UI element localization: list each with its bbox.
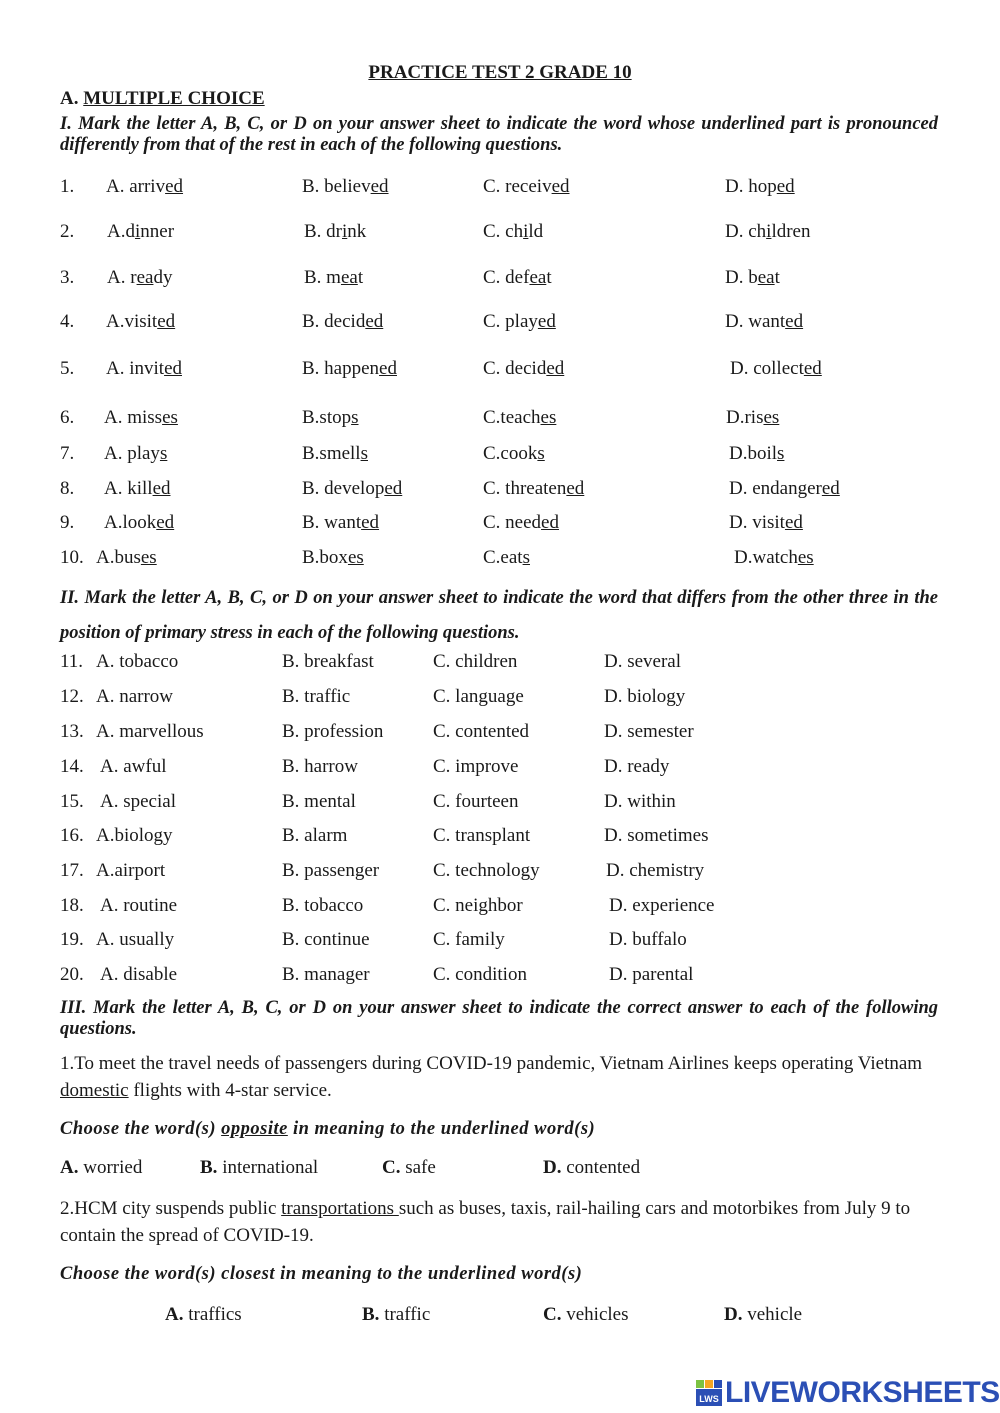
- option-c[interactable]: C. needed: [483, 512, 559, 533]
- option-c[interactable]: C. neighbor: [433, 895, 523, 916]
- option-a[interactable]: A. marvellous: [96, 721, 204, 742]
- option-c[interactable]: C. language: [433, 686, 524, 707]
- question-number: 15.: [60, 791, 84, 812]
- option-a[interactable]: A. ready: [107, 267, 173, 288]
- question-number: 9.: [60, 512, 75, 533]
- option-a[interactable]: A. routine: [100, 895, 178, 916]
- question-number: 8.: [60, 478, 75, 499]
- question-number: 17.: [60, 860, 84, 881]
- option-d[interactable]: D. collected: [730, 358, 822, 379]
- question-row: [0, 443, 1000, 469]
- option-c[interactable]: C. improve: [433, 756, 519, 777]
- question-row: [0, 358, 1000, 384]
- option-d[interactable]: D.boils: [729, 443, 785, 464]
- option-a[interactable]: A. killed: [104, 478, 171, 499]
- question-row: [0, 547, 1000, 573]
- option-a[interactable]: A. worried: [60, 1157, 143, 1178]
- question-number: 3.: [60, 267, 75, 288]
- liveworksheets-logo: [696, 1376, 1000, 1410]
- option-a[interactable]: A.visited: [106, 311, 176, 332]
- option-c[interactable]: C. children: [433, 651, 518, 672]
- option-d[interactable]: D. hoped: [725, 176, 795, 197]
- option-a[interactable]: A. tobacco: [96, 651, 179, 672]
- question-row: [0, 407, 1000, 433]
- option-a[interactable]: A. special: [100, 791, 176, 812]
- option-a[interactable]: A. arrived: [106, 176, 184, 197]
- question-row: [0, 929, 1000, 955]
- option-a[interactable]: A. usually: [96, 929, 175, 950]
- option-d[interactable]: D.rises: [726, 407, 780, 428]
- question-row: [0, 221, 1000, 247]
- option-d[interactable]: D. ready: [604, 756, 670, 777]
- option-c[interactable]: C. defeat: [483, 267, 552, 288]
- option-c[interactable]: C. threatened: [483, 478, 585, 499]
- option-b[interactable]: B. decided: [302, 311, 384, 332]
- option-b[interactable]: B.stops: [302, 407, 359, 428]
- option-b[interactable]: B. meat: [304, 267, 364, 288]
- option-b[interactable]: B. harrow: [282, 756, 358, 777]
- option-a[interactable]: A. plays: [104, 443, 168, 464]
- option-d[interactable]: D. sometimes: [604, 825, 709, 846]
- option-b[interactable]: B. manager: [282, 964, 370, 985]
- question-number: 2.: [60, 221, 75, 242]
- option-d[interactable]: D. contented: [543, 1157, 641, 1178]
- option-d[interactable]: D. wanted: [725, 311, 804, 332]
- part3-instruction: III. Mark the letter A, B, C, or D on your answer sheet to indicate the correct answer to each of the following questions.: [60, 998, 938, 1039]
- option-a[interactable]: A.dinner: [107, 221, 175, 242]
- question-number: 10.: [60, 547, 84, 568]
- option-c[interactable]: C. received: [483, 176, 570, 197]
- option-c[interactable]: C. decided: [483, 358, 565, 379]
- question-number: 14.: [60, 756, 84, 777]
- option-a[interactable]: A. invited: [106, 358, 182, 379]
- part3-q2-stem: 2.HCM city suspends public transportations such as buses, taxis, rail-hailing cars and motorbikes from July 9 to contain the spread of COVID-19.: [60, 1198, 911, 1246]
- question-number: 18.: [60, 895, 84, 916]
- option-d[interactable]: D. semester: [604, 721, 694, 742]
- option-a[interactable]: A. traffics: [165, 1304, 242, 1325]
- question-row: [0, 791, 1000, 817]
- question-row: [0, 721, 1000, 747]
- question-row: [0, 964, 1000, 990]
- option-a[interactable]: A. awful: [100, 756, 167, 777]
- question-row: [0, 686, 1000, 712]
- option-b[interactable]: B. profession: [282, 721, 384, 742]
- question-row: [0, 860, 1000, 886]
- option-c[interactable]: C.teaches: [483, 407, 557, 428]
- question-number: 7.: [60, 443, 75, 464]
- option-c[interactable]: C. transplant: [433, 825, 531, 846]
- option-a[interactable]: A. disable: [100, 964, 178, 985]
- question-number: 5.: [60, 358, 75, 379]
- question-row: [0, 825, 1000, 851]
- part1-instruction: I. Mark the letter A, B, C, or D on your answer sheet to indicate the word whose underlined part is pronounced differently from that of the rest in each of the following questions.: [60, 114, 938, 155]
- option-c[interactable]: C. played: [483, 311, 556, 332]
- section-a-heading: A. MULTIPLE CHOICE: [60, 88, 265, 109]
- question-row: [0, 176, 1000, 202]
- option-b[interactable]: B. mental: [282, 791, 356, 812]
- question-number: 1.: [60, 176, 75, 197]
- option-a[interactable]: A.buses: [96, 547, 157, 568]
- question-row: [0, 478, 1000, 504]
- option-a[interactable]: A.biology: [96, 825, 173, 846]
- option-d[interactable]: D. experience: [609, 895, 715, 916]
- part3-q1-stem: 1.To meet the travel needs of passengers during COVID-19 pandemic, Vietnam Airlines keeps operating Vietnam domestic flights with 4-star service.: [60, 1053, 923, 1101]
- option-c[interactable]: C. family: [433, 929, 505, 950]
- part3-q1-options: [0, 1157, 1000, 1183]
- question-number: 13.: [60, 721, 84, 742]
- option-c[interactable]: C. vehicles: [543, 1304, 629, 1325]
- option-c[interactable]: C. technology: [433, 860, 540, 881]
- option-b[interactable]: B. developed: [302, 478, 403, 499]
- option-a[interactable]: A.airport: [96, 860, 166, 881]
- option-b[interactable]: B. international: [200, 1157, 319, 1178]
- option-c[interactable]: C. condition: [433, 964, 527, 985]
- option-b[interactable]: B. wanted: [302, 512, 380, 533]
- option-d[interactable]: D. buffalo: [609, 929, 687, 950]
- option-d[interactable]: D. children: [725, 221, 811, 242]
- option-c[interactable]: C. contented: [433, 721, 530, 742]
- option-a[interactable]: A.looked: [104, 512, 175, 533]
- option-d[interactable]: D. parental: [609, 964, 694, 985]
- option-a[interactable]: A. misses: [104, 407, 178, 428]
- option-c[interactable]: C. safe: [382, 1157, 436, 1178]
- option-d[interactable]: D. endangered: [729, 478, 840, 499]
- liveworksheets-logo-icon: [696, 1380, 722, 1406]
- option-b[interactable]: B. traffic: [282, 686, 351, 707]
- part3-q1-prompt: Choose the word(s) opposite in meaning to the underlined word(s): [60, 1119, 596, 1139]
- option-d[interactable]: D. visited: [729, 512, 803, 533]
- svg-text:LWS: LWS: [699, 1394, 719, 1404]
- option-b[interactable]: B.boxes: [302, 547, 364, 568]
- option-b[interactable]: B. alarm: [282, 825, 348, 846]
- question-number: 11.: [60, 651, 84, 672]
- option-a[interactable]: A. narrow: [96, 686, 174, 707]
- option-b[interactable]: B. happened: [302, 358, 397, 379]
- question-number: 19.: [60, 929, 84, 950]
- question-row: [0, 895, 1000, 921]
- liveworksheets-wordmark: LIVEWORKSHEETS: [725, 1376, 1000, 1409]
- option-b[interactable]: B. tobacco: [282, 895, 364, 916]
- option-c[interactable]: C.cooks: [483, 443, 545, 464]
- option-b[interactable]: B. drink: [304, 221, 367, 242]
- underlined-word-transportations: transportations: [281, 1198, 399, 1219]
- question-number: 20.: [60, 964, 84, 985]
- part3-q2-options: [0, 1304, 1000, 1330]
- option-d[interactable]: D. vehicle: [724, 1304, 803, 1325]
- option-c[interactable]: C. child: [483, 221, 544, 242]
- option-d[interactable]: D. within: [604, 791, 676, 812]
- option-b[interactable]: B. passenger: [282, 860, 380, 881]
- option-b[interactable]: B. believed: [302, 176, 389, 197]
- question-number: 6.: [60, 407, 75, 428]
- option-b[interactable]: B.smells: [302, 443, 368, 464]
- page-title: PRACTICE TEST 2 GRADE 10: [368, 62, 632, 83]
- question-number: 12.: [60, 686, 84, 707]
- question-number: 4.: [60, 311, 75, 332]
- option-b[interactable]: B. breakfast: [282, 651, 374, 672]
- option-c[interactable]: C. fourteen: [433, 791, 519, 812]
- question-row: [0, 756, 1000, 782]
- question-row: [0, 651, 1000, 677]
- option-b[interactable]: B. continue: [282, 929, 370, 950]
- part2-instruction: II. Mark the letter A, B, C, or D on your answer sheet to indicate the word that differs from the other three in the position of primary stress in each of the following questions.: [60, 588, 938, 643]
- option-d[interactable]: D. biology: [604, 686, 686, 707]
- underlined-word-domestic: domestic: [60, 1080, 129, 1101]
- option-d[interactable]: D. chemistry: [606, 860, 705, 881]
- part3-q2-prompt: Choose the word(s) closest in meaning to the underlined word(s): [60, 1264, 583, 1284]
- option-b[interactable]: B. traffic: [362, 1304, 431, 1325]
- option-d[interactable]: D. beat: [725, 267, 780, 288]
- option-d[interactable]: D.watches: [734, 547, 814, 568]
- question-row: [0, 311, 1000, 337]
- option-c[interactable]: C.eats: [483, 547, 530, 568]
- question-row: [0, 512, 1000, 538]
- question-number: 16.: [60, 825, 84, 846]
- option-d[interactable]: D. several: [604, 651, 682, 672]
- question-row: [0, 267, 1000, 293]
